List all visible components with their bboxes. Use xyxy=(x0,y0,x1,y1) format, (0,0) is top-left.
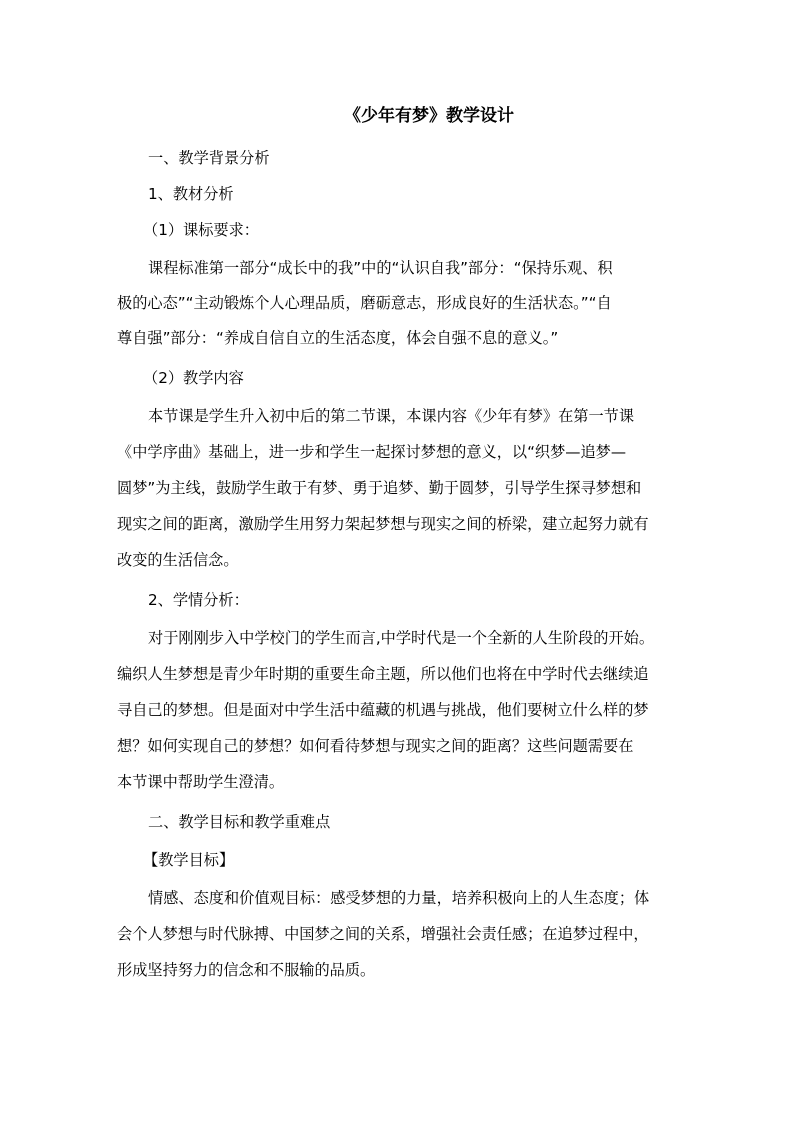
subsection-heading-textbook: 1、教材分析 xyxy=(148,185,234,203)
document-title: 《少年有梦》教学设计 xyxy=(344,106,514,126)
paragraph-line: 想？如何实现自己的梦想？如何看待梦想与现实之间的距离？这些问题需要在 xyxy=(117,737,634,755)
item-heading-curriculum: （1）课标要求： xyxy=(143,221,259,239)
paragraph-line: 本节课中帮助学生澄清。 xyxy=(117,773,285,791)
bracket-heading-objectives: 【教学目标】 xyxy=(143,851,235,869)
paragraph-line: 寻自己的梦想。但是面对中学生活中蕴藏的机遇与挑战，他们要树立什么样的梦 xyxy=(117,701,649,719)
section-heading-background: 一、教学背景分析 xyxy=(148,149,270,167)
paragraph-line: 尊自强”部分：“养成自信自立的生活态度，体会自强不息的意义。” xyxy=(117,329,559,347)
paragraph-line: 现实之间的距离，激励学生用努力架起梦想与现实之间的桥梁，建立起努力就有 xyxy=(117,515,649,533)
subsection-heading-students: 2、学情分析： xyxy=(148,591,249,609)
paragraph-line: 极的心态”“主动锻炼个人心理品质，磨砺意志，形成良好的生活状态。”“自 xyxy=(117,294,612,312)
paragraph-line: 《中学序曲》基础上，进一步和学生一起探讨梦想的意义，以“织梦—追梦— xyxy=(117,443,627,461)
paragraph-line: 本节课是学生升入初中后的第二节课，本课内容《少年有梦》在第一节课 xyxy=(148,407,634,425)
paragraph-line: 会个人梦想与时代脉搏、中国梦之间的关系，增强社会责任感；在追梦过程中， xyxy=(117,925,649,943)
paragraph-line: 对于刚刚步入中学校门的学生而言,中学时代是一个全新的人生阶段的开始。 xyxy=(148,629,655,647)
paragraph-line: 课程标准第一部分“成长中的我”中的“认识自我”部分：“保持乐观、积 xyxy=(148,259,613,277)
paragraph-line: 编织人生梦想是青少年时期的重要生命主题，所以他们也将在中学时代去继续追 xyxy=(117,665,649,683)
section-heading-objectives: 二、教学目标和教学重难点 xyxy=(148,813,331,831)
paragraph-line: 改变的生活信念。 xyxy=(117,551,239,569)
item-heading-content: （2）教学内容 xyxy=(143,369,244,387)
paragraph-line: 情感、态度和价值观目标：感受梦想的力量，培养积极向上的人生态度；体 xyxy=(148,889,650,907)
paragraph-line: 形成坚持努力的信念和不服输的品质。 xyxy=(117,961,376,979)
paragraph-line: 圆梦”为主线，鼓励学生敢于有梦、勇于追梦、勤于圆梦，引导学生探寻梦想和 xyxy=(117,479,642,497)
